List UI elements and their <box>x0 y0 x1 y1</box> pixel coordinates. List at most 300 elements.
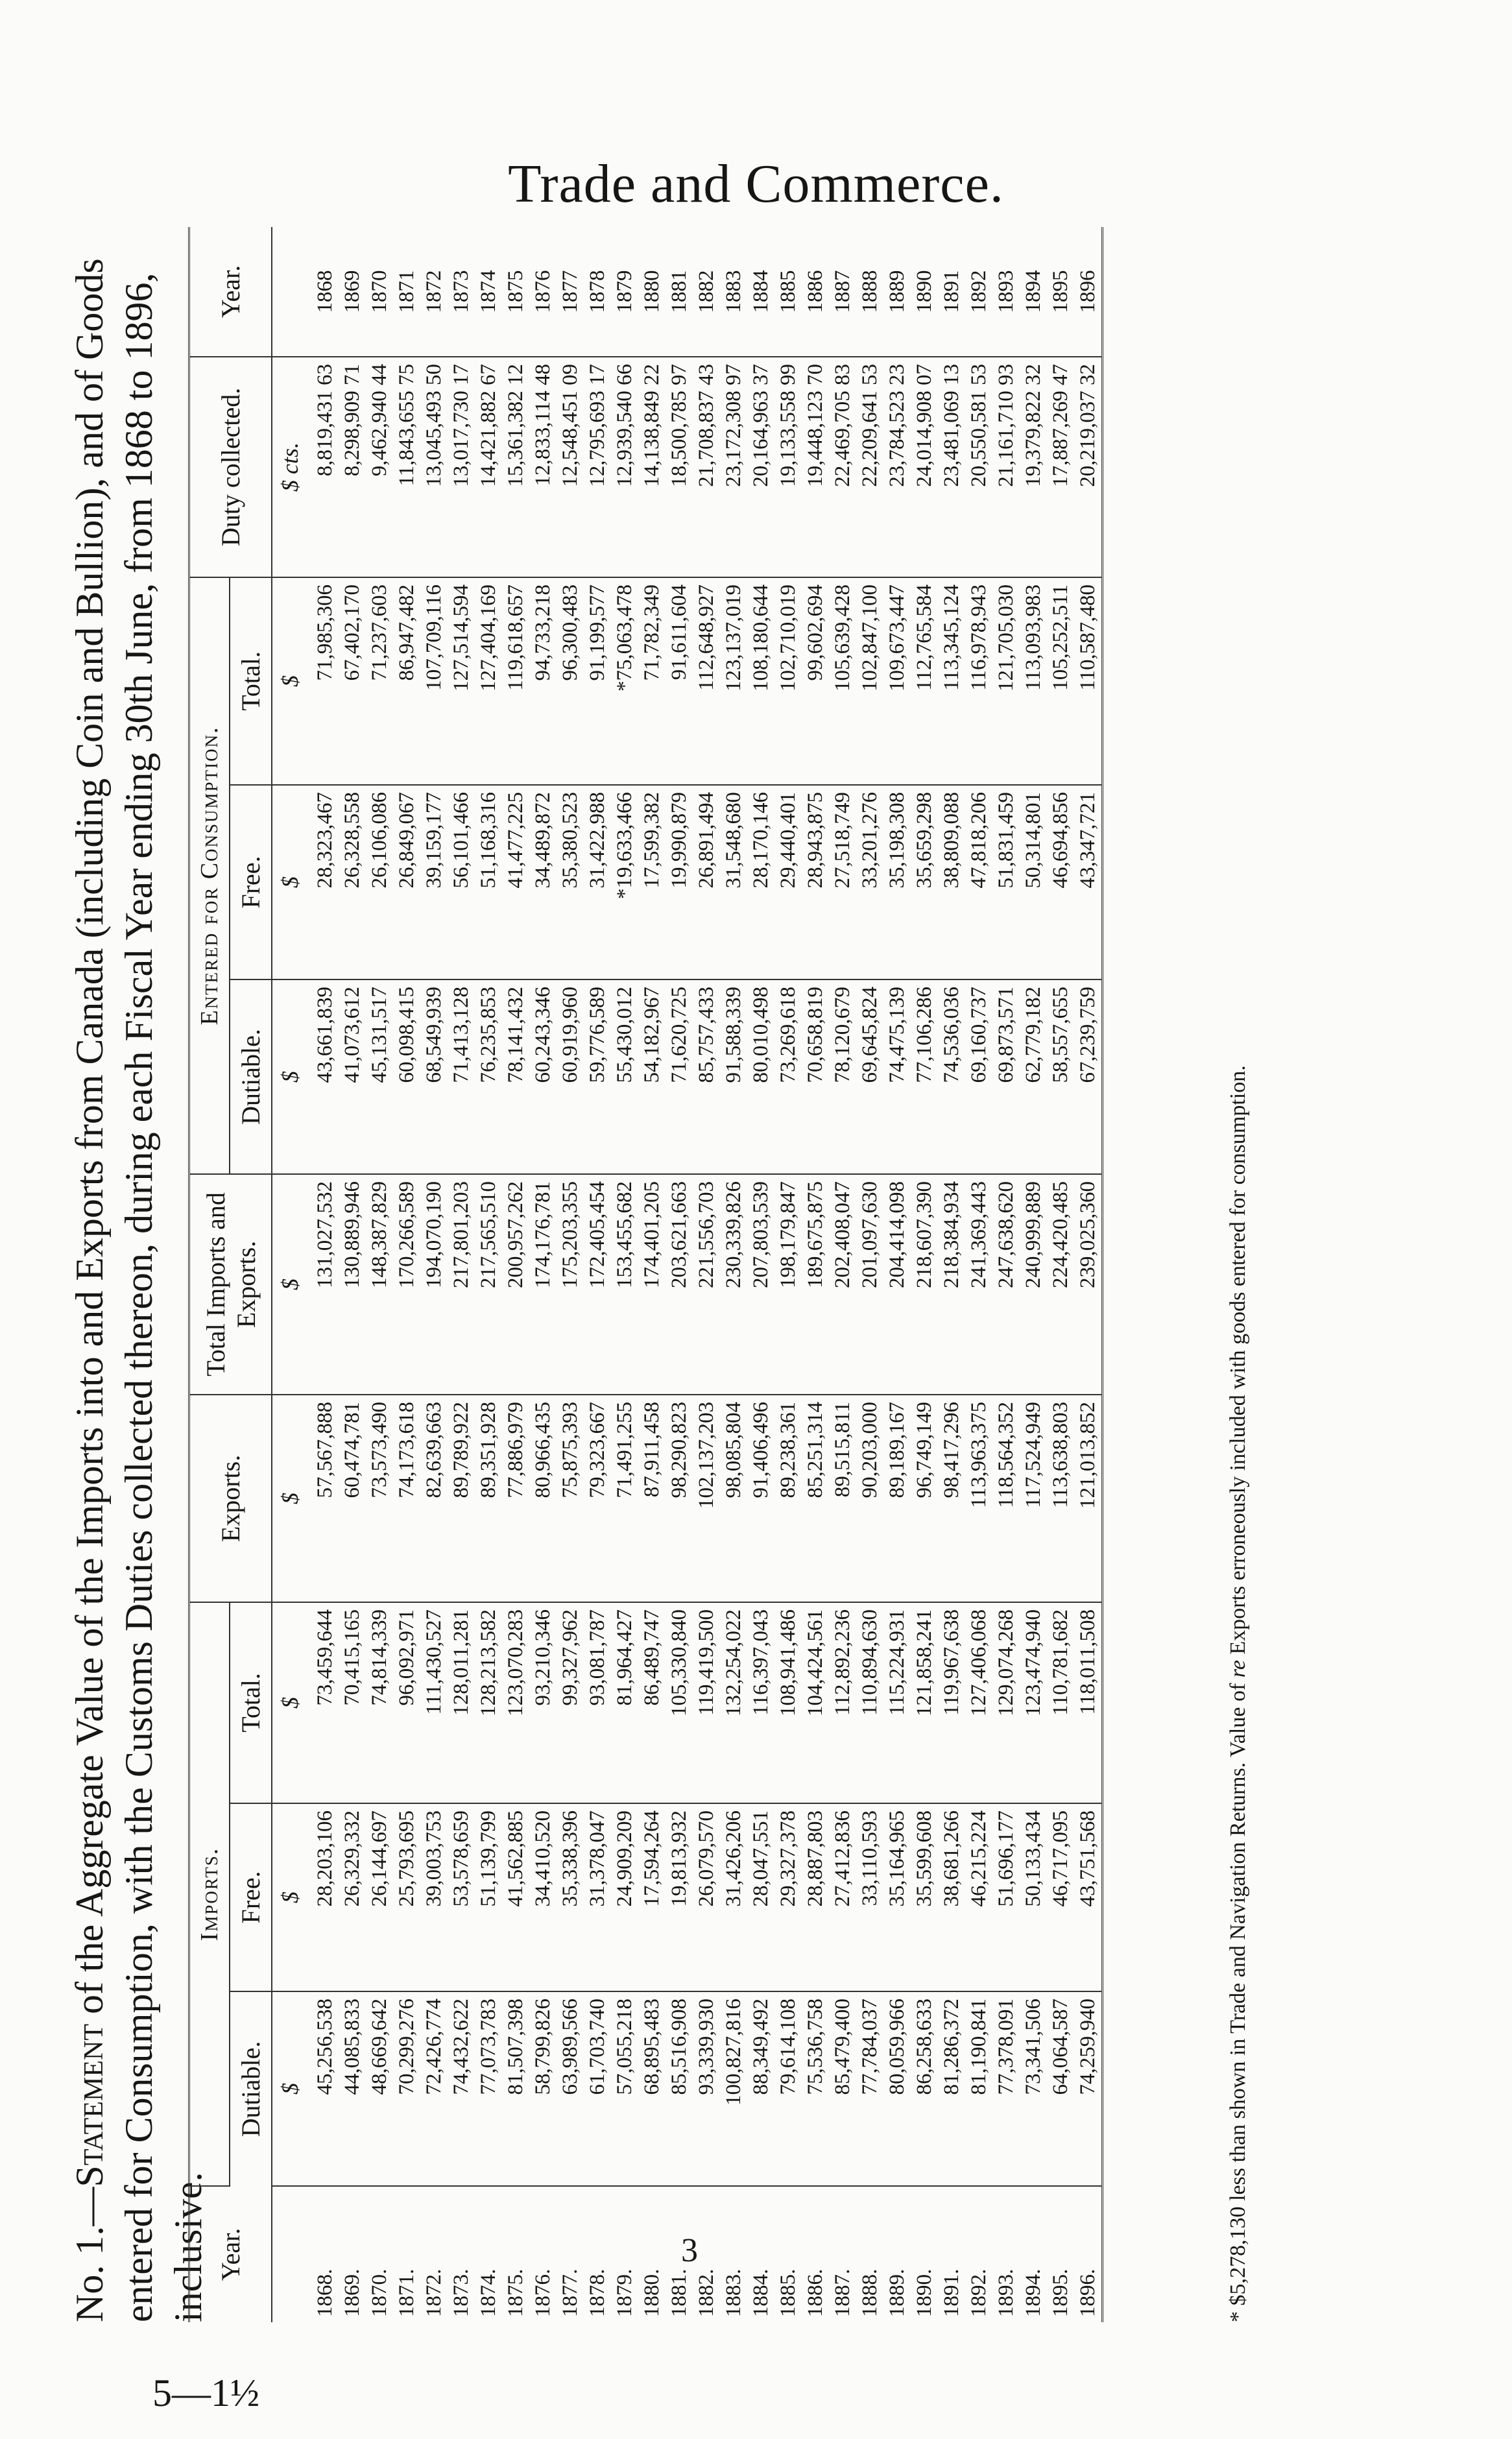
row-year-right: 1879 <box>611 227 638 357</box>
cell-imports-free: 26,329,332 <box>339 1803 366 1991</box>
cell-entered-free: 56,101,466 <box>448 785 475 979</box>
cell-duty-collected: 23,784,523 23 <box>883 357 911 577</box>
cell-entered-free: 34,489,872 <box>529 785 557 979</box>
table-body <box>305 227 1103 2322</box>
row-year: 1890. <box>913 2268 936 2317</box>
cell-imports-dutiable: 100,827,816 <box>720 1991 747 2186</box>
cell-entered-dutiable: 69,160,737 <box>965 979 992 1174</box>
cell-entered-dutiable: 69,873,571 <box>992 979 1020 1174</box>
cell-duty-collected: 23,172,308 97 <box>720 357 747 577</box>
cell-imports-total: 99,327,962 <box>557 1602 584 1803</box>
row-year: 1889. <box>885 2268 909 2317</box>
cell-entered-total: 112,765,584 <box>911 577 938 785</box>
cell-entered-free: 28,170,146 <box>747 785 774 979</box>
cell-imports-total: 105,330,840 <box>666 1602 693 1803</box>
sheet-signature: 5—1½ <box>152 2372 259 2414</box>
cell-total-imports-exports: 200,957,262 <box>502 1174 529 1395</box>
cell-imports-free: 50,133,434 <box>1020 1803 1047 1991</box>
cell-total-imports-exports: 204,414,098 <box>883 1174 911 1395</box>
cell-duty-collected: 20,164,963 37 <box>747 357 774 577</box>
header-row-groups <box>189 227 230 2322</box>
row-year-right: 1880 <box>638 227 666 357</box>
col-imp-free: Free. <box>230 1803 272 1991</box>
cell-entered-dutiable: 76,235,853 <box>475 979 502 1174</box>
cell-total-imports-exports: 194,070,190 <box>420 1174 448 1395</box>
table-row <box>557 227 584 2322</box>
cell-entered-free: 35,198,308 <box>883 785 911 979</box>
footnote-text: $5,278,130 less than shown in Trade and Navigation Returns. Value of <box>1226 1677 1250 2311</box>
table-row <box>802 227 829 2322</box>
cell-duty-collected: 19,379,822 32 <box>1020 357 1047 577</box>
col-imp-dutiable: Dutiable. <box>230 1991 272 2186</box>
cell-entered-dutiable: 68,549,939 <box>420 979 448 1174</box>
row-year-right: 1882 <box>693 227 720 357</box>
row-year: 1895. <box>1049 2268 1072 2317</box>
cell-duty-collected: 20,550,581 53 <box>965 357 992 577</box>
cell-total-imports-exports: 174,176,781 <box>529 1174 557 1395</box>
unit-dollar: $ <box>272 1174 305 1395</box>
col-year-right: Year. <box>189 227 272 357</box>
cell-entered-free: 29,440,401 <box>774 785 802 979</box>
cell-imports-total: 93,081,787 <box>584 1602 611 1803</box>
cell-imports-free: 28,203,106 <box>305 1803 339 1991</box>
cell-exports: 57,567,888 <box>305 1395 339 1602</box>
cell-exports: 89,789,922 <box>448 1395 475 1602</box>
row-year-right: 1888 <box>856 227 883 357</box>
cell-duty-collected: 12,548,451 09 <box>557 357 584 577</box>
cell-entered-dutiable: 71,413,128 <box>448 979 475 1174</box>
row-year: 1875. <box>504 2268 527 2317</box>
cell-entered-total: 71,237,603 <box>366 577 393 785</box>
unit-dollar: $ <box>272 1395 305 1602</box>
cell-duty-collected: 13,017,730 17 <box>448 357 475 577</box>
cell-imports-dutiable: 57,055,218 <box>611 1991 638 2186</box>
table-row <box>720 227 747 2322</box>
cell-exports: 113,638,803 <box>1047 1395 1074 1602</box>
cell-exports: 89,351,928 <box>475 1395 502 1602</box>
cell-imports-dutiable: 73,341,506 <box>1020 1991 1047 2186</box>
cell-entered-total: 116,978,943 <box>965 577 992 785</box>
cell-entered-free: 47,818,206 <box>965 785 992 979</box>
cell-exports: 117,524,949 <box>1020 1395 1047 1602</box>
cell-entered-total: 121,705,030 <box>992 577 1020 785</box>
cell-exports: 98,085,804 <box>720 1395 747 1602</box>
header-row-units <box>272 227 305 2322</box>
cell-entered-free: 27,518,749 <box>829 785 856 979</box>
cell-exports: 80,966,435 <box>529 1395 557 1602</box>
row-year: 1885. <box>776 2268 800 2317</box>
cell-total-imports-exports: 230,339,826 <box>720 1174 747 1395</box>
cell-entered-total: 91,199,577 <box>584 577 611 785</box>
cell-entered-dutiable: 73,269,618 <box>774 979 802 1174</box>
caption-text: of the Aggregate Value of the Imports into and Exports from Canada (including Coin and Bullion), and of Goods entered for Consumption, with the Customs Duties collected thereon, during each Fiscal Year ending 30th June, from 1868 to 1896, inclusive. <box>68 258 210 2322</box>
cell-entered-total: 94,733,218 <box>529 577 557 785</box>
cell-imports-dutiable: 72,426,774 <box>420 1991 448 2186</box>
row-year-right: 1868 <box>305 227 339 357</box>
table-row <box>856 227 883 2322</box>
row-year: 1871. <box>395 2268 418 2317</box>
cell-entered-total: 108,180,644 <box>747 577 774 785</box>
cell-imports-total: 93,210,346 <box>529 1602 557 1803</box>
cell-entered-free: 43,347,721 <box>1074 785 1103 979</box>
cell-imports-free: 35,338,396 <box>557 1803 584 1991</box>
row-year-right: 1896 <box>1074 227 1103 357</box>
cell-exports: 102,137,203 <box>693 1395 720 1602</box>
row-year-right: 1885 <box>774 227 802 357</box>
cell-exports: 89,189,167 <box>883 1395 911 1602</box>
table-row <box>305 227 339 2322</box>
table-row <box>475 227 502 2322</box>
table-row <box>502 227 529 2322</box>
cell-imports-total: 112,892,236 <box>829 1602 856 1803</box>
cell-imports-total: 123,070,283 <box>502 1602 529 1803</box>
table-row <box>965 227 992 2322</box>
row-year: 1880. <box>640 2268 664 2317</box>
cell-imports-dutiable: 61,703,740 <box>584 1991 611 2186</box>
cell-entered-free: 31,422,988 <box>584 785 611 979</box>
cell-duty-collected: 24,014,908 07 <box>911 357 938 577</box>
cell-total-imports-exports: 241,369,443 <box>965 1174 992 1395</box>
row-year: 1894. <box>1022 2268 1045 2317</box>
cell-imports-total: 96,092,971 <box>393 1602 420 1803</box>
row-year: 1879. <box>613 2268 636 2317</box>
cell-imports-total: 127,406,068 <box>965 1602 992 1803</box>
cell-imports-total: 104,424,561 <box>802 1602 829 1803</box>
cell-entered-free: 17,599,382 <box>638 785 666 979</box>
cell-imports-dutiable: 70,299,276 <box>393 1991 420 2186</box>
footnote-text-2: Exports erroneously included with goods entered for consumption. <box>1226 1065 1250 1661</box>
cell-total-imports-exports: 175,203,355 <box>557 1174 584 1395</box>
row-year: 1870. <box>368 2268 391 2317</box>
cell-exports: 113,963,375 <box>965 1395 992 1602</box>
cell-entered-total: 105,252,511 <box>1047 577 1074 785</box>
cell-imports-dutiable: 79,614,108 <box>774 1991 802 2186</box>
cell-total-imports-exports: 201,097,630 <box>856 1174 883 1395</box>
cell-exports: 71,491,255 <box>611 1395 638 1602</box>
row-year: 1878. <box>586 2268 609 2317</box>
unit-blank <box>272 227 305 357</box>
cell-entered-dutiable: 41,073,612 <box>339 979 366 1174</box>
cell-imports-total: 116,397,043 <box>747 1602 774 1803</box>
table-row <box>829 227 856 2322</box>
cell-exports: 77,886,979 <box>502 1395 529 1602</box>
row-year: 1893. <box>994 2268 1018 2317</box>
unit-dollar-cents: $ cts. <box>272 357 305 577</box>
cell-imports-dutiable: 74,432,622 <box>448 1991 475 2186</box>
row-year-right: 1890 <box>911 227 938 357</box>
cell-imports-total: 86,489,747 <box>638 1602 666 1803</box>
cell-imports-dutiable: 85,479,400 <box>829 1991 856 2186</box>
cell-imports-total: 74,814,339 <box>366 1602 393 1803</box>
cell-duty-collected: 18,500,785 97 <box>666 357 693 577</box>
cell-total-imports-exports: 172,405,454 <box>584 1174 611 1395</box>
cell-imports-total: 132,254,022 <box>720 1602 747 1803</box>
cell-duty-collected: 17,887,269 47 <box>1047 357 1074 577</box>
cell-duty-collected: 11,843,655 75 <box>393 357 420 577</box>
table-row <box>366 227 393 2322</box>
row-year-right: 1871 <box>393 227 420 357</box>
cell-entered-free: 51,831,459 <box>992 785 1020 979</box>
table-row <box>938 227 965 2322</box>
cell-entered-dutiable: 67,239,759 <box>1074 979 1103 1174</box>
cell-duty-collected: 21,161,710 93 <box>992 357 1020 577</box>
row-year: 1886. <box>804 2268 827 2317</box>
cell-imports-free: 43,751,568 <box>1074 1803 1103 1991</box>
cell-total-imports-exports: 203,621,663 <box>666 1174 693 1395</box>
cell-entered-dutiable: 43,661,839 <box>305 979 339 1174</box>
cell-total-imports-exports: 218,384,934 <box>938 1174 965 1395</box>
row-year-right: 1886 <box>802 227 829 357</box>
cell-exports: 98,290,823 <box>666 1395 693 1602</box>
cell-entered-free: 31,548,680 <box>720 785 747 979</box>
cell-entered-free: 35,659,298 <box>911 785 938 979</box>
cell-entered-total: 123,137,019 <box>720 577 747 785</box>
cell-exports: 74,173,618 <box>393 1395 420 1602</box>
cell-entered-dutiable: 71,620,725 <box>666 979 693 1174</box>
cell-total-imports-exports: 148,387,829 <box>366 1174 393 1395</box>
cell-imports-total: 110,781,682 <box>1047 1602 1074 1803</box>
cell-entered-free: 50,314,801 <box>1020 785 1047 979</box>
unit-dollar: $ <box>272 979 305 1174</box>
cell-duty-collected: 12,939,540 66 <box>611 357 638 577</box>
table-row <box>666 227 693 2322</box>
cell-exports: 60,474,781 <box>339 1395 366 1602</box>
cell-duty-collected: 19,448,123 70 <box>802 357 829 577</box>
row-year: 1892. <box>967 2268 990 2317</box>
row-year: 1884. <box>749 2268 773 2317</box>
cell-imports-dutiable: 80,059,966 <box>883 1991 911 2186</box>
cell-imports-total: 129,074,268 <box>992 1602 1020 1803</box>
cell-entered-dutiable: 74,475,139 <box>883 979 911 1174</box>
cell-entered-dutiable: 54,182,967 <box>638 979 666 1174</box>
cell-imports-dutiable: 85,516,908 <box>666 1991 693 2186</box>
cell-imports-dutiable: 44,085,833 <box>339 1991 366 2186</box>
cell-entered-total: 102,710,019 <box>774 577 802 785</box>
cell-imports-total: 128,011,281 <box>448 1602 475 1803</box>
cell-entered-free: *19,633,466 <box>611 785 638 979</box>
cell-exports: 118,564,352 <box>992 1395 1020 1602</box>
cell-imports-total: 123,474,940 <box>1020 1602 1047 1803</box>
cell-duty-collected: 12,833,114 48 <box>529 357 557 577</box>
cell-entered-total: 127,514,594 <box>448 577 475 785</box>
cell-entered-total: 112,648,927 <box>693 577 720 785</box>
cell-imports-free: 38,681,266 <box>938 1803 965 1991</box>
page-number: 3 <box>681 2232 698 2269</box>
row-year-right: 1873 <box>448 227 475 357</box>
cell-imports-free: 31,426,206 <box>720 1803 747 1991</box>
cell-imports-free: 39,003,753 <box>420 1803 448 1991</box>
table-row <box>339 227 366 2322</box>
table-row <box>584 227 611 2322</box>
cell-total-imports-exports: 207,803,539 <box>747 1174 774 1395</box>
cell-imports-total: 119,967,638 <box>938 1602 965 1803</box>
row-year-right: 1872 <box>420 227 448 357</box>
group-entered-for-consumption: Entered for Consumption. <box>189 577 230 1174</box>
cell-total-imports-exports: 174,401,205 <box>638 1174 666 1395</box>
cell-total-imports-exports: 240,999,889 <box>1020 1174 1047 1395</box>
row-year: 1888. <box>858 2268 882 2317</box>
cell-entered-dutiable: 69,645,824 <box>856 979 883 1174</box>
row-year-right: 1892 <box>965 227 992 357</box>
cell-duty-collected: 13,045,493 50 <box>420 357 448 577</box>
cell-imports-free: 31,378,047 <box>584 1803 611 1991</box>
cell-entered-total: 67,402,170 <box>339 577 366 785</box>
cell-entered-dutiable: 74,536,036 <box>938 979 965 1174</box>
row-year: 1877. <box>558 2268 582 2317</box>
cell-imports-total: 121,858,241 <box>911 1602 938 1803</box>
cell-entered-dutiable: 59,776,589 <box>584 979 611 1174</box>
cell-imports-free: 28,887,803 <box>802 1803 829 1991</box>
col-ent-total: Total. <box>230 577 272 785</box>
unit-blank <box>272 2186 305 2322</box>
cell-imports-total: 128,213,582 <box>475 1602 502 1803</box>
table-row <box>911 227 938 2322</box>
cell-imports-free: 35,164,965 <box>883 1803 911 1991</box>
cell-imports-free: 27,412,836 <box>829 1803 856 1991</box>
cell-total-imports-exports: 198,179,847 <box>774 1174 802 1395</box>
row-year: 1896. <box>1074 2186 1103 2322</box>
cell-entered-free: 26,891,494 <box>693 785 720 979</box>
cell-exports: 73,573,490 <box>366 1395 393 1602</box>
cell-entered-dutiable: 60,098,415 <box>393 979 420 1174</box>
cell-duty-collected: 22,209,641 53 <box>856 357 883 577</box>
cell-duty-collected: 14,421,882 67 <box>475 357 502 577</box>
cell-duty-collected: 23,481,069 13 <box>938 357 965 577</box>
cell-entered-free: 39,159,177 <box>420 785 448 979</box>
cell-imports-free: 34,410,520 <box>529 1803 557 1991</box>
row-year: 1874. <box>477 2268 500 2317</box>
cell-imports-total: 118,011,508 <box>1074 1602 1103 1803</box>
row-year-right: 1884 <box>747 227 774 357</box>
cell-entered-total: 71,782,349 <box>638 577 666 785</box>
cell-total-imports-exports: 170,266,589 <box>393 1174 420 1395</box>
cell-exports: 87,911,458 <box>638 1395 666 1602</box>
cell-entered-dutiable: 78,120,679 <box>829 979 856 1174</box>
cell-total-imports-exports: 224,420,485 <box>1047 1174 1074 1395</box>
cell-imports-dutiable: 81,190,841 <box>965 1991 992 2186</box>
cell-imports-free: 26,079,570 <box>693 1803 720 1991</box>
cell-entered-dutiable: 78,141,432 <box>502 979 529 1174</box>
cell-entered-dutiable: 58,557,655 <box>1047 979 1074 1174</box>
row-year: 1891. <box>940 2268 963 2317</box>
cell-duty-collected: 9,462,940 44 <box>366 357 393 577</box>
cell-imports-total: 81,964,427 <box>611 1602 638 1803</box>
cell-entered-total: 96,300,483 <box>557 577 584 785</box>
cell-imports-dutiable: 77,784,037 <box>856 1991 883 2186</box>
cell-entered-free: 26,849,067 <box>393 785 420 979</box>
cell-imports-dutiable: 74,259,940 <box>1074 1991 1103 2186</box>
row-year-right: 1877 <box>557 227 584 357</box>
cell-imports-free: 19,813,932 <box>666 1803 693 1991</box>
row-year-right: 1881 <box>666 227 693 357</box>
row-year: 1887. <box>831 2268 854 2317</box>
cell-entered-dutiable: 60,243,346 <box>529 979 557 1174</box>
cell-imports-dutiable: 75,536,758 <box>802 1991 829 2186</box>
cell-imports-free: 35,599,608 <box>911 1803 938 1991</box>
table-row <box>1047 227 1074 2322</box>
cell-entered-dutiable: 45,131,517 <box>366 979 393 1174</box>
cell-total-imports-exports: 130,889,946 <box>339 1174 366 1395</box>
cell-entered-total: 113,093,983 <box>1020 577 1047 785</box>
cell-imports-total: 119,419,500 <box>693 1602 720 1803</box>
cell-exports: 96,749,149 <box>911 1395 938 1602</box>
cell-imports-dutiable: 86,258,633 <box>911 1991 938 2186</box>
cell-exports: 89,238,361 <box>774 1395 802 1602</box>
cell-duty-collected: 20,219,037 32 <box>1074 357 1103 577</box>
row-year-right: 1895 <box>1047 227 1074 357</box>
group-imports: Imports. <box>189 1602 230 2186</box>
row-year-right: 1887 <box>829 227 856 357</box>
unit-dollar: $ <box>272 1803 305 1991</box>
cell-entered-free: 19,990,879 <box>666 785 693 979</box>
cell-imports-free: 24,909,209 <box>611 1803 638 1991</box>
cell-entered-free: 26,328,558 <box>339 785 366 979</box>
row-year: 1873. <box>450 2268 473 2317</box>
cell-entered-total: 86,947,482 <box>393 577 420 785</box>
row-year: 1882. <box>695 2268 718 2317</box>
cell-total-imports-exports: 153,455,682 <box>611 1174 638 1395</box>
table-row <box>883 227 911 2322</box>
cell-imports-free: 51,139,799 <box>475 1803 502 1991</box>
caption-number: No. 1.— <box>68 2187 111 2322</box>
cell-exports: 90,203,000 <box>856 1395 883 1602</box>
row-year-right: 1893 <box>992 227 1020 357</box>
row-year-right: 1874 <box>475 227 502 357</box>
cell-entered-total: 102,847,100 <box>856 577 883 785</box>
row-year-right: 1891 <box>938 227 965 357</box>
footnote-italic: re <box>1226 1660 1250 1678</box>
caption-label: Statement <box>68 2024 111 2187</box>
cell-entered-free: 35,380,523 <box>557 785 584 979</box>
table-row <box>774 227 802 2322</box>
cell-total-imports-exports: 131,027,532 <box>305 1174 339 1395</box>
cell-entered-total: 99,602,694 <box>802 577 829 785</box>
cell-exports: 91,406,496 <box>747 1395 774 1602</box>
rotated-table-block <box>65 227 1336 2322</box>
cell-imports-free: 46,717,095 <box>1047 1803 1074 1991</box>
table-row <box>393 227 420 2322</box>
cell-imports-dutiable: 48,669,642 <box>366 1991 393 2186</box>
table-row <box>638 227 666 2322</box>
cell-imports-total: 115,224,931 <box>883 1602 911 1803</box>
running-head: Trade and Commerce. <box>508 154 1004 214</box>
cell-total-imports-exports: 221,556,703 <box>693 1174 720 1395</box>
cell-entered-free: 51,168,316 <box>475 785 502 979</box>
table-row <box>611 227 638 2322</box>
cell-imports-dutiable: 45,256,538 <box>305 1991 339 2186</box>
cell-imports-dutiable: 81,507,398 <box>502 1991 529 2186</box>
cell-imports-total: 70,415,165 <box>339 1602 366 1803</box>
cell-imports-free: 41,562,885 <box>502 1803 529 1991</box>
cell-entered-free: 38,809,088 <box>938 785 965 979</box>
cell-imports-free: 53,578,659 <box>448 1803 475 1991</box>
table-row <box>420 227 448 2322</box>
col-imp-total: Total. <box>230 1602 272 1803</box>
cell-total-imports-exports: 218,607,390 <box>911 1174 938 1395</box>
row-year-right: 1894 <box>1020 227 1047 357</box>
cell-imports-free: 26,144,697 <box>366 1803 393 1991</box>
cell-imports-dutiable: 64,064,587 <box>1047 1991 1074 2186</box>
cell-entered-free: 41,477,225 <box>502 785 529 979</box>
cell-entered-total: *75,063,478 <box>611 577 638 785</box>
row-year-right: 1869 <box>339 227 366 357</box>
cell-entered-total: 109,673,447 <box>883 577 911 785</box>
cell-exports: 121,013,852 <box>1074 1395 1103 1602</box>
cell-imports-total: 108,941,486 <box>774 1602 802 1803</box>
row-year: 1868. <box>313 2268 337 2317</box>
cell-entered-free: 33,201,276 <box>856 785 883 979</box>
cell-entered-total: 127,404,169 <box>475 577 502 785</box>
